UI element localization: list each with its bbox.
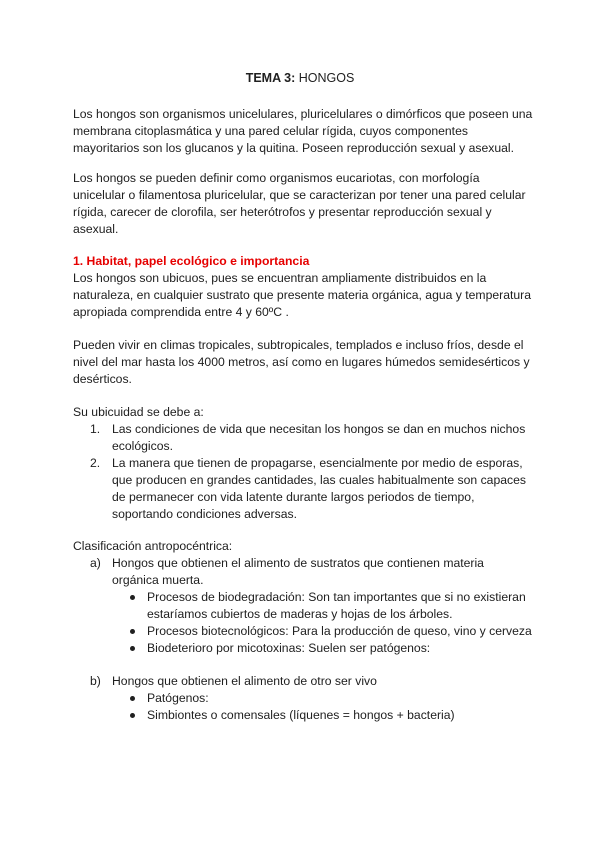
bullet-dot-icon <box>130 595 135 600</box>
section-heading: 1. Habitat, papel ecológico e importancia <box>73 254 310 268</box>
intro-paragraph-1 <box>73 106 535 157</box>
section-p2-text: Pueden vivir en climas tropicales, subtropicales, templados e incluso fríos, desde el nivel del mar hasta los 4000 metros, así como en lugares húmedos semidesérticos y desérticos. <box>73 338 530 386</box>
page-title <box>0 70 600 87</box>
list-text: Las condiciones de vida que necesitan los hongos se dan en muchos nichos ecológicos. <box>112 422 526 453</box>
section-paragraph-2 <box>73 337 535 388</box>
bullet-text: Procesos biotecnológicos: Para la producción de queso, vino y cerveza <box>147 624 532 638</box>
title-bold: TEMA 3: <box>245 71 296 85</box>
classification-intro: Clasificación antropocéntrica: <box>73 539 233 553</box>
class-b-text: Hongos que obtienen el alimento de otro ser vivo <box>112 674 377 688</box>
class-a-text: Hongos que obtienen el alimento de sustratos que contienen materia orgánica muerta. <box>112 556 484 587</box>
bullet-dot-icon <box>130 646 135 651</box>
title-rest: HONGOS <box>295 71 355 85</box>
section-p1-text: Los hongos son ubicuos, pues se encuentran ampliamente distribuidos en la naturaleza, en cualquier sustrato que presente materia orgánica, agua y temperatura apropiada comprendida entre 4 y 60ºC . <box>73 271 531 319</box>
bullet-text: Simbiontes o comensales (líquenes = hongos + bacteria) <box>147 708 455 722</box>
ubiquity-intro: Su ubicuidad se debe a: <box>73 405 204 419</box>
bullet-text: Procesos de biodegradación: Son tan importantes que si no existieran estaríamos cubiertos de maderas y hojas de los árboles. <box>147 590 526 621</box>
bullet-text: Patógenos: <box>147 691 209 705</box>
bullet-dot-icon <box>130 629 135 634</box>
bullet-dot-icon <box>130 713 135 718</box>
list-text: La manera que tienen de propagarse, esencialmente por medio de esporas, que producen en grandes cantidades, las cuales habitualmente son capaces de permanecer con vida latente durante largos periodos de tiempo, soportando condiciones adversas. <box>112 456 526 521</box>
bullet-dot-icon <box>130 696 135 701</box>
bullet-text: Biodeterioro por micotoxinas: Suelen ser patógenos: <box>147 641 431 655</box>
intro-paragraph-2 <box>73 170 535 238</box>
list-number: 1. <box>90 422 101 436</box>
list-number: 2. <box>90 456 101 470</box>
class-b-label: b) <box>90 674 101 688</box>
intro-p1-text: Los hongos son organismos unicelulares, pluricelulares o dimórficos que poseen una membrana citoplasmática y una pared celular rígida, cuyos componentes mayoritarios son los glucanos y la quitina. Poseen reproducción sexual y asexual. <box>73 107 533 155</box>
class-a-label: a) <box>90 556 101 570</box>
intro-p2-text: Los hongos se pueden definir como organismos eucariotas, con morfología unicelular o filamentosa pluricelular, que se caracterizan por tener una pared celular rígida, carecer de clorofila, ser heterótrofos y presentar reproducción sexual y asexual. <box>73 171 526 236</box>
section-paragraph-1 <box>73 270 535 321</box>
